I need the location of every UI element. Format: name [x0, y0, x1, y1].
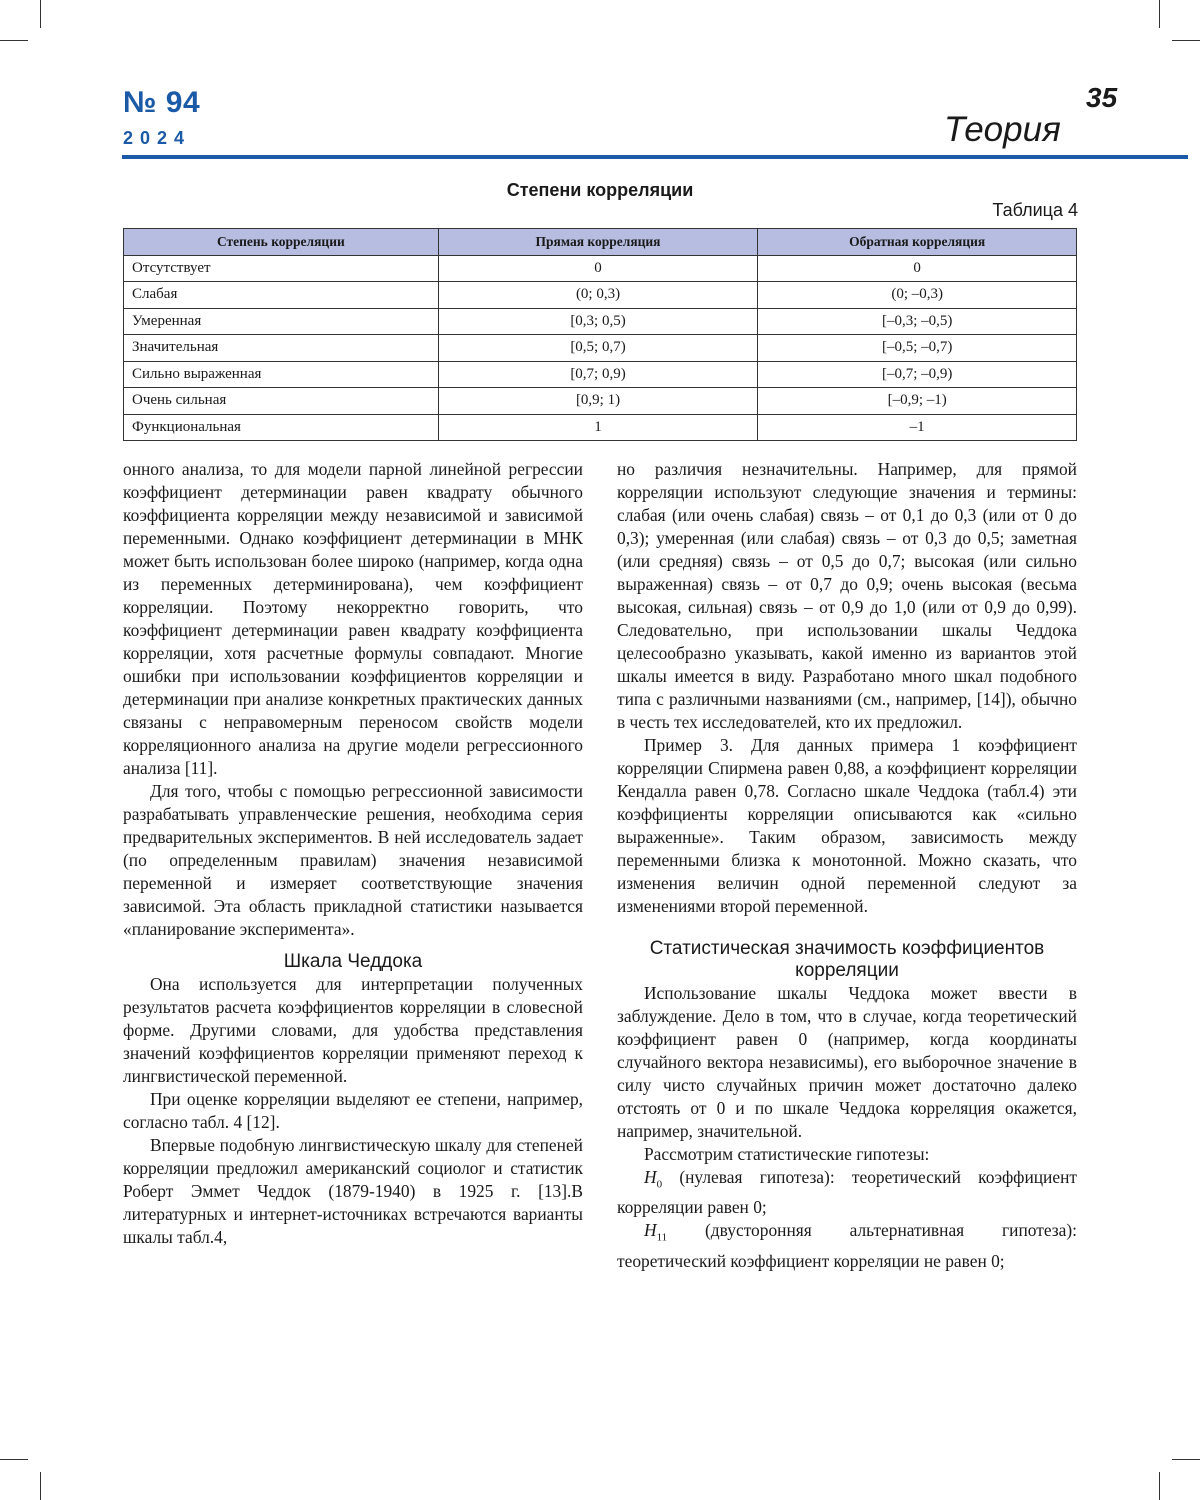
- table-cell: [0,3; 0,5): [438, 308, 758, 335]
- section-heading: Шкала Чеддока: [283, 951, 423, 972]
- paragraph: но различия незначительны. Например, для прямой корреляции используют следующие значения и термины: слабая (или очень слабая) связь – от 0,1 до 0,3 (или от 0 до 0,3); умеренная (или слабая) связь – от 0,3 до 0,5; заметная (или средняя) связь – от 0,5 до 0,7; высокая (или сильно выраженная) связь – от 0,7 до 0,9; очень высокая (весьма высокая, сильная) связь – от 0,9 до 1,0 (или от 0,9 до 0,99). Следовательно, при использовании шкалы Чеддока целесообразно указывать, какой именно из вариантов этой шкалы имеется в виду. Разработано много шкал подобного типа с различными названиями (см., например, [14]), обычно в честь тех исследователей, кто их предложил.: [617, 459, 1077, 732]
- table-cell: [–0,7; –0,9): [758, 361, 1077, 388]
- hypothesis-subscript: 11: [656, 1231, 668, 1244]
- table-header-cell: Степень корреляции: [124, 229, 439, 256]
- page-number: 35: [1086, 82, 1118, 113]
- table-cell: Функциональная: [124, 414, 439, 441]
- table-cell: Сильно выраженная: [124, 361, 439, 388]
- crop-mark: [1159, 1472, 1160, 1500]
- table-header-cell: Обратная корреляция: [758, 229, 1077, 256]
- table-cell: [–0,3; –0,5): [758, 308, 1077, 335]
- table-cell: 1: [438, 414, 758, 441]
- issue-number: № 94: [123, 86, 201, 119]
- table-header-row: [124, 229, 1077, 256]
- table-row: [124, 414, 1077, 441]
- hypothesis-subscript: 0: [656, 1178, 663, 1191]
- table-cell: Отсутствует: [124, 255, 439, 282]
- paragraph: Для того, чтобы с помощью регрессионной зависимости разрабатывать управленческие решения, необходима серия предварительных экспериментов. В ней исследователь задает (по определенным правилам) значения независимой переменной и измеряет соответствующие значения зависимой. Эта область прикладной статистики называется «планирование эксперимента».: [123, 781, 583, 939]
- paragraph: При оценке корреляции выделяют ее степени, например, согласно табл. 4 [12].: [123, 1089, 583, 1132]
- table-row: [124, 255, 1077, 282]
- crop-mark: [0, 1459, 28, 1460]
- header-rule: [122, 155, 1188, 159]
- table-cell: (0; –0,3): [758, 282, 1077, 309]
- table-cell: [0,5; 0,7): [438, 335, 758, 362]
- hypothesis-symbol: H: [644, 1220, 657, 1241]
- hypothesis-h0: [617, 1166, 1077, 1219]
- paragraph: Рассмотрим статистические гипотезы:: [644, 1144, 930, 1164]
- table-cell: [–0,9; –1): [758, 388, 1077, 415]
- table-row: [124, 361, 1077, 388]
- table-row: [124, 282, 1077, 309]
- table-row: [124, 308, 1077, 335]
- table-cell: Слабая: [124, 282, 439, 309]
- left-column: [123, 458, 583, 1249]
- section-title: Теория: [944, 110, 1061, 149]
- crop-mark: [0, 40, 28, 41]
- table-cell: [–0,5; –0,7): [758, 335, 1077, 362]
- hypothesis-text: (двусторонняя альтернативная гипотеза): теоретический коэффициент корреляции не равен 0;: [617, 1220, 1077, 1271]
- table-cell: –1: [758, 414, 1077, 441]
- crop-mark: [1159, 0, 1160, 28]
- right-column: [617, 458, 1077, 1273]
- table-cell: 0: [438, 255, 758, 282]
- table-title: Степени корреляции: [506, 180, 694, 200]
- paragraph: онного анализа, то для модели парной линейной регрессии коэффициент детерминации равен квадрату обычного коэффициента корреляции между независимой и зависимой переменными. Однако коэффициент детерминации в МНК может быть использован более широко (например, когда одна из переменных детерминирована), чем коэффициент корреляции. Поэтому некорректно говорить, что коэффициент детерминации равен квадрату коэффициента корреляции, хотя расчетные формулы совпадают. Многие ошибки при использовании коэффициентов корреляции и детерминации при анализе конкретных практических данных связаны с неправомерным переносом свойств модели корреляционного анализа на другие модели регрессионного анализа [11].: [123, 459, 583, 778]
- table-header-cell: Прямая корреляция: [438, 229, 758, 256]
- paragraph: Использование шкалы Чеддока может ввести в заблуждение. Дело в том, что в случае, когда теоретический коэффициент равен 0 (например, когда координаты случайного вектора независимы), его выборочное значение в силу чисто случайных причин может достаточно далеко отстоять от 0 и по шкале Чеддока корреляция окажется, например, значительной.: [617, 983, 1077, 1141]
- table-cell: [0,9; 1): [438, 388, 758, 415]
- table-cell: [0,7; 0,9): [438, 361, 758, 388]
- table-cell: 0: [758, 255, 1077, 282]
- section-heading: Статистическая значимость коэффициентов корреляции: [649, 938, 1045, 981]
- crop-mark: [40, 1472, 41, 1500]
- table-row: [124, 388, 1077, 415]
- paragraph: Пример 3. Для данных примера 1 коэффициент корреляции Спирмена равен 0,88, а коэффициент корреляции Кендалла равен 0,78. Согласно шкале Чеддока (табл.4) эти коэффициенты корреляции описываются как «сильно выраженные». Таким образом, зависимость между переменными близка к монотонной. Можно сказать, что изменения величин одной переменной следуют за изменениями второй переменной.: [617, 735, 1077, 916]
- hypothesis-symbol: H: [644, 1167, 657, 1187]
- table-label: Таблица 4: [992, 200, 1078, 220]
- table-row: [124, 335, 1077, 362]
- table-cell: Значительная: [124, 335, 439, 362]
- table-cell: Умеренная: [124, 308, 439, 335]
- crop-mark: [40, 0, 41, 28]
- table-cell: (0; 0,3): [438, 282, 758, 309]
- crop-mark: [1172, 40, 1200, 41]
- correlation-table: [123, 228, 1077, 441]
- paragraph: Она используется для интерпретации полученных результатов расчета коэффициентов корреляции в словесной форме. Другими словами, для удобства представления значений коэффициентов корреляции применяют переход к лингвистической переменной.: [123, 974, 583, 1086]
- table-cell: Очень сильная: [124, 388, 439, 415]
- paragraph: Впервые подобную лингвистическую шкалу для степеней корреляции предложил американский социолог и статистик Роберт Эммет Чеддок (1879-1940) в 1925 г. [13].В литературных и интернет-источниках встречаются варианты шкалы табл.4,: [123, 1135, 583, 1247]
- crop-mark: [1172, 1459, 1200, 1460]
- issue-year: 2024: [123, 128, 192, 148]
- hypothesis-text: (нулевая гипотеза): теоретический коэффициент корреляции равен 0;: [617, 1167, 1077, 1218]
- hypothesis-h11: [617, 1219, 1077, 1272]
